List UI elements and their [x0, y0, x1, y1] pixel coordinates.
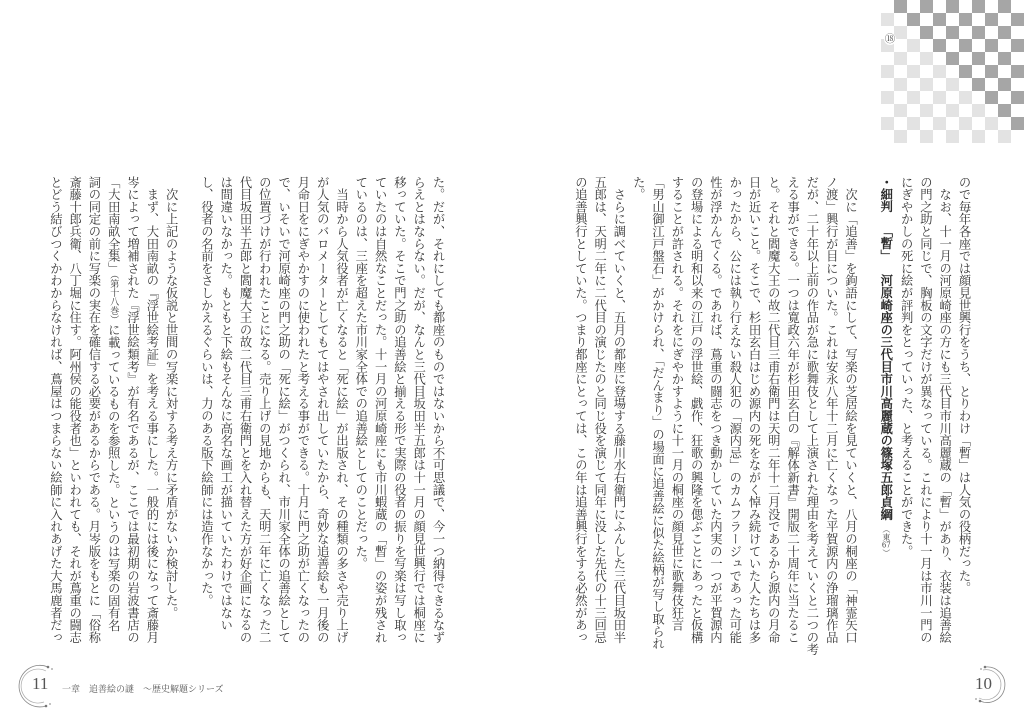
text-column: かったから、公には執り行えない殺人犯の「源内忌」のカムフラージュであった可能 — [727, 176, 742, 644]
text-column: 五郎は、天明二年に二代目の演じたのと同じ役を演じて同年に没した先代の十三回忌 — [592, 176, 607, 644]
text-column: が人気のバロメーターとしてもてはやされ出していたから、奇妙な追善絵も一月後の — [315, 176, 330, 644]
text-column: た。 — [631, 176, 646, 201]
text-column: 「男山御江戸盤石」がかけられ、「だんまり」の場面に追善絵に似た絵柄が写し取られ — [650, 176, 665, 650]
page-number-right: 10 — [975, 674, 992, 693]
text-column-with-note: 「大田南畝全集」（第十八巻）に載っているものを参照した。というのは写楽の固有名 — [106, 176, 121, 632]
text-column: ていたのは自然なことだった。十一月の河原崎座にも市川蝦蔵の「暫」の姿が残され — [373, 176, 388, 644]
text-column: 斎藤十郎兵衛、八丁堀に住す。阿州侯の能役者也」といわれても、それが蔦重の闘志 — [67, 176, 82, 644]
text-column: ので毎年各座では顔見世興行をうち、とりわけ「暫」は人気の役柄だった。 — [957, 176, 971, 595]
text-column: た。だが、それにしても都座のものではないから不可思議で、今一つ納得できるなず — [431, 176, 445, 644]
text-column: 次に「追善」を鉤語にして、写楽の芝居絵を見ていくと、八月の桐座の「神霊矢口 — [843, 176, 858, 644]
text-column: 月命日をにぎやかすのに使われたと考える事ができる。十月に門之助が亡くなったの — [295, 176, 310, 644]
volume-note: （第十八巻） — [108, 274, 119, 324]
caption-title: 「暫」 — [878, 225, 893, 263]
text-column: 性が浮かんでくる。であれば、蔦重の闘志をつき動かしていた内実の一つが平賀源内 — [708, 176, 723, 644]
running-head: 一章 追善絵の謎 〜歴史解題シリーズ — [62, 685, 224, 695]
caption-description: 河原崎座の三代目市川高麗蔵の篠塚五郎貞綱 — [878, 274, 893, 521]
text-column: らえとはならない。だが、なんと三代目坂田半五郎は十一月の顔見世興行では桐座に — [411, 176, 426, 644]
text-column: の位置づけが行われたことになる。売り上げの見地からも、天明二年に亡くなった二 — [257, 176, 272, 644]
text-column: と。それと閻魔大王の故二代目三甫右衛門は天明二年十二月没であるから源内の月命 — [766, 176, 781, 644]
text-column: 次に上記のような仮説と世間の写楽に対する考え方に矛盾がないか検討した。 — [164, 176, 179, 619]
text-column: だが、二十年以上前の作品が急に歌舞伎として上演された理由を考えていくと二つの考 — [804, 176, 819, 656]
text-column: 移っていた。そこで門之助の追善絵と揃える形で実際の役者の振りを写楽は写し取っ — [392, 176, 407, 644]
page-number-left: 11 — [32, 674, 49, 693]
text-column: 日が近いこと。そこで、杉田玄白はじめ源内の死をながく悼み続けていた人たちは多 — [747, 176, 762, 644]
right-page-body-text — [570, 176, 973, 656]
text-column: は間違いなかった。もともと下絵もそんなに高名な画工が描いていたわけではない — [218, 176, 233, 632]
book-title-reference: 「大田南畝全集」 — [106, 176, 121, 275]
text-column: し、役者の名前をさしかえるぐらいは、力のある版下絵師には造作なかった。 — [199, 176, 214, 607]
text-column: える事ができる。一つは寛政六年が杉田玄白の『解体新書』開版二十周年に当たるこ — [785, 176, 800, 644]
caption-bullet: ・ — [878, 176, 893, 189]
text-column: することが許される。それをにぎやかすように十一月の桐座の顔見世に歌舞伎狂言 — [669, 176, 684, 632]
figure-caption — [876, 176, 896, 648]
text-column: 代目坂田半五郎と閻魔大王の故二代目三甫右衛門とを入れ替えた方が好企画になるの — [238, 176, 253, 644]
text-column: なお、十一月の河原崎座の方にも三代目市川高麗蔵の「暫」があり、衣装は追善絵 — [937, 176, 952, 644]
text-column: ているのは、三座を超えた市川家全体での追善絵としてのことだった。 — [353, 176, 368, 570]
text-column: の門之助と同じで、胸板の文字だけが異なっている。これにより十一月は市川一門の — [918, 176, 933, 644]
text-column: 岑によって増補された『浮世絵類考』が有名であるが、ここでは最初期の岩波書店の — [125, 176, 140, 644]
text-column: まず、大田南畝の『浮世絵考証』を考える事にした。一般的には後になって斎藤月 — [144, 176, 159, 644]
text-column: さらに調べていくと、五月の都座に登場する藤川水右衛門にふんした三代目坂田半 — [611, 176, 626, 644]
text-column: 当時から人気役者が亡くなると「死に絵」が出版され、その種類の多さや売り上げ — [334, 176, 349, 644]
text-column: ノ渡」興行が目についた。これは安永八年十二月に亡くなった平賀源内の浄瑠璃作品 — [824, 176, 839, 644]
text-column: の追善興行としていた。つまり都座にとっては、この年は追善興行をする必然があっ — [573, 176, 588, 644]
text-column: とどう結びつくかわからなければ、蔦屋はつまらない絵師に入れあげた大馬鹿者だっ — [48, 176, 63, 644]
caption-format: 細判 — [878, 188, 893, 213]
text-column: 詞の同定の前に写楽の実在を確信する必要があるからである。月岑版をもとに「俗称 — [86, 176, 101, 644]
caption-reference: （東67） — [881, 525, 891, 558]
figure-number-marker: ⑱ — [884, 33, 896, 45]
text-column: で、いそいで河原崎座の門之助の「死に絵」がつくられ、市川家全体の追善絵として — [276, 176, 291, 644]
text-column: にぎやかしの死に絵が評判をとっていった、と考えることができた。 — [899, 176, 914, 558]
left-page-body-text — [45, 176, 447, 648]
text-column: の登場による明和以来の江戸の浮世絵、戯作、狂歌の興隆を偲ぶことにあったと仮構 — [689, 176, 704, 644]
